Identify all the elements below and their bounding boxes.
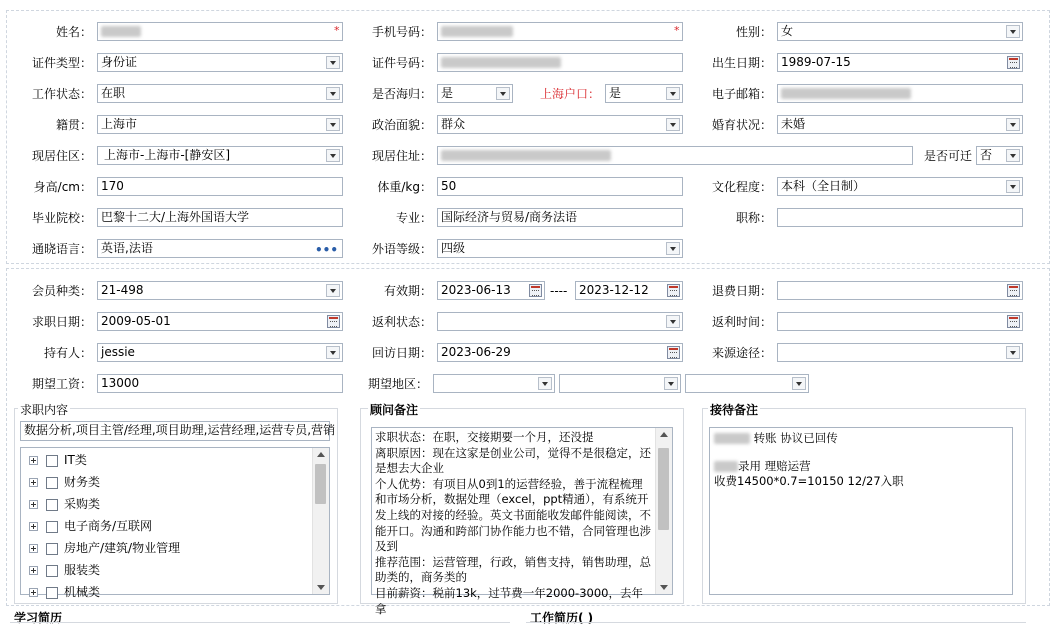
consultant-note-text: 求职状态：在职，交接期要一个月，还没提 离职原因：现在这家是创业公司，觉得不是很稳定，还是想去大企业 个人优势：有项目从0到1的运营经验，善于流程梳理和市场分析，数据处理（excel，ppt精通），有系统开发上线的对接的经验。英文书面能收发邮件能阅读，不能开口。沟通和跨部门协作能力也不错，合同管理也涉及到 推荐范围：运营管理，行政，销售支持，销售助理，总助类的，商务类的 目前薪资：税前13k，过节费一年2000-3000，去年拿 xyxy=(375,430,651,616)
chevron-down-icon[interactable] xyxy=(326,149,340,162)
study-history-title: 学习简历 xyxy=(14,611,63,625)
birth-date-field[interactable] xyxy=(777,53,1023,72)
lang-level-select[interactable] xyxy=(437,239,683,258)
reachable-value: 否 xyxy=(980,148,993,162)
birth-label: 出生日期： xyxy=(711,56,772,70)
visit-date-value: 2023-06-29 xyxy=(441,345,511,359)
school-label: 毕业院校： xyxy=(31,211,92,225)
chevron-down-icon[interactable] xyxy=(326,118,340,131)
job-content-title: 求职内容 xyxy=(20,403,69,417)
residence-addr-field[interactable] xyxy=(437,146,913,165)
tree-item[interactable] xyxy=(21,449,313,471)
job-content-summary-text: 数据分析,项目主管/经理,项目助理,运营经理,运营专员,营销 xyxy=(24,423,336,437)
checkbox[interactable] xyxy=(46,565,58,577)
region-city-select[interactable] xyxy=(559,374,681,393)
expand-icon[interactable] xyxy=(29,478,38,487)
tree-item[interactable] xyxy=(21,471,313,493)
email-label: 电子邮箱： xyxy=(711,87,772,101)
region-province-select[interactable] xyxy=(433,374,555,393)
marital-select[interactable] xyxy=(777,115,1023,134)
native-label: 籍贯： xyxy=(55,118,92,132)
reception-line-2-text: 录用 理赔运营 xyxy=(738,459,811,473)
reachable-select[interactable] xyxy=(976,146,1023,165)
study-history-divider xyxy=(10,622,510,623)
returnee-label: 是否海归： xyxy=(371,87,432,101)
job-date-label: 求职日期： xyxy=(31,315,92,329)
consultant-note-textarea[interactable] xyxy=(371,427,673,616)
member-type-label: 会员种类： xyxy=(31,284,92,298)
reception-line-1-text: 转账 协议已回传 xyxy=(753,431,838,445)
chevron-down-icon[interactable] xyxy=(664,377,678,390)
chevron-down-icon[interactable] xyxy=(538,377,552,390)
birth-value: 1989-07-15 xyxy=(781,55,851,69)
school-value: 巴黎十二大/上海外国语大学 xyxy=(101,210,250,224)
height-value: 170 xyxy=(101,179,124,193)
checkbox[interactable] xyxy=(46,543,58,555)
rebate-time-field[interactable] xyxy=(777,312,1023,331)
marital-label: 婚育状况： xyxy=(711,118,772,132)
lang-label: 通晓语言： xyxy=(31,242,92,256)
tree-item-label: 电子商务/互联网 xyxy=(64,519,153,533)
school-field[interactable] xyxy=(97,208,343,227)
job-date-field[interactable] xyxy=(97,312,343,331)
id-no-label: 证件号码： xyxy=(371,56,432,70)
height-field[interactable] xyxy=(97,177,343,196)
region-label: 期望地区： xyxy=(367,377,428,391)
scrollbar[interactable] xyxy=(312,448,329,594)
tree-item-label: 采购类 xyxy=(64,497,101,511)
politics-value: 群众 xyxy=(441,117,466,131)
scroll-thumb[interactable] xyxy=(315,464,326,504)
rebate-status-label: 返利状态： xyxy=(371,315,432,329)
scrollbar[interactable] xyxy=(655,428,672,594)
expand-icon[interactable] xyxy=(29,522,38,531)
refund-date-field[interactable] xyxy=(777,281,1023,300)
education-select[interactable] xyxy=(777,177,1023,196)
masked-name xyxy=(101,26,141,37)
name-label: 姓名： xyxy=(55,25,92,39)
returnee-value: 是 xyxy=(441,86,454,100)
name-field[interactable] xyxy=(97,22,343,41)
education-label: 文化程度： xyxy=(711,180,772,194)
checkbox[interactable] xyxy=(46,499,58,511)
chevron-down-icon[interactable] xyxy=(496,87,510,100)
consultant-note-title: 顾问备注 xyxy=(370,403,419,417)
visit-date-field[interactable] xyxy=(437,343,683,362)
valid-from-field[interactable] xyxy=(437,281,545,300)
tree-item[interactable] xyxy=(21,537,313,559)
id-no-field[interactable] xyxy=(437,53,683,72)
member-type-select[interactable] xyxy=(97,281,343,300)
calendar-icon[interactable] xyxy=(667,284,680,297)
region-district-select[interactable] xyxy=(685,374,809,393)
lang-level-value: 四级 xyxy=(441,241,466,255)
chevron-down-icon[interactable] xyxy=(1006,346,1020,359)
politics-label: 政治面貌： xyxy=(371,118,432,132)
weight-label: 体重/kg： xyxy=(377,180,432,194)
tree-item-label: 机械类 xyxy=(64,585,101,599)
lang-value: 英语,法语 xyxy=(101,241,153,255)
expand-icon[interactable] xyxy=(29,456,38,465)
work-history-title: 工作简历( ) xyxy=(530,611,594,625)
phone-field[interactable] xyxy=(437,22,683,41)
masked-phone xyxy=(441,26,513,37)
scroll-up-icon[interactable] xyxy=(660,432,668,437)
tree-item-label: 房地产/建筑/物业管理 xyxy=(64,541,181,555)
returnee-select[interactable] xyxy=(437,84,513,103)
gender-value: 女 xyxy=(781,24,794,38)
expand-icon[interactable] xyxy=(29,544,38,553)
residence-addr-label: 现居住址： xyxy=(371,149,432,163)
source-select[interactable] xyxy=(777,343,1023,362)
chevron-down-icon[interactable] xyxy=(666,242,680,255)
calendar-icon[interactable] xyxy=(1007,56,1020,69)
holder-label: 持有人： xyxy=(43,346,92,360)
hukou-label: 上海户口： xyxy=(539,87,600,101)
expand-icon[interactable] xyxy=(29,588,38,597)
date-range-separator: ---- xyxy=(550,284,568,298)
masked-address xyxy=(441,150,611,161)
chevron-down-icon[interactable] xyxy=(1006,180,1020,193)
reception-note-textarea[interactable] xyxy=(709,427,1013,595)
required-mark: * xyxy=(674,24,680,37)
reception-line-3: 收费14500*0.7=10150 12/27入职 xyxy=(714,474,904,488)
tree-list xyxy=(21,449,313,603)
job-date-value: 2009-05-01 xyxy=(101,314,171,328)
salary-value: 13000 xyxy=(101,376,140,390)
reception-line-1 xyxy=(714,431,838,447)
member-type-value: 21-498 xyxy=(101,283,144,297)
calendar-icon[interactable] xyxy=(1007,284,1020,297)
title-label: 职称： xyxy=(735,211,772,225)
calendar-icon[interactable] xyxy=(327,315,340,328)
native-value: 上海市 xyxy=(101,117,138,131)
calendar-icon[interactable] xyxy=(1007,315,1020,328)
visit-date-label: 回访日期： xyxy=(371,346,432,360)
checkbox[interactable] xyxy=(46,587,58,599)
masked-email xyxy=(781,88,911,99)
masked-id xyxy=(441,57,561,68)
residence-area-select[interactable] xyxy=(97,146,343,165)
major-field[interactable] xyxy=(437,208,683,227)
source-label: 来源途径： xyxy=(711,346,772,360)
valid-label: 有效期： xyxy=(383,284,432,298)
height-label: 身高/cm： xyxy=(33,180,92,194)
id-type-value: 身份证 xyxy=(101,55,138,69)
native-select[interactable] xyxy=(97,115,343,134)
rebate-status-select[interactable] xyxy=(437,312,683,331)
checkbox[interactable] xyxy=(46,477,58,489)
checkbox[interactable] xyxy=(46,455,58,467)
valid-from-value: 2023-06-13 xyxy=(441,283,511,297)
id-type-label: 证件类型： xyxy=(31,56,92,70)
tree-item[interactable] xyxy=(21,581,313,603)
checkbox[interactable] xyxy=(46,521,58,533)
chevron-down-icon[interactable] xyxy=(666,118,680,131)
email-field[interactable] xyxy=(777,84,1023,103)
more-options-icon[interactable]: ••• xyxy=(314,243,338,257)
lang-level-label: 外语等级： xyxy=(371,242,432,256)
scroll-down-icon[interactable] xyxy=(660,585,668,590)
salary-label: 期望工资： xyxy=(31,377,92,391)
rebate-time-label: 返利时间： xyxy=(711,315,772,329)
job-content-summary[interactable] xyxy=(20,421,336,441)
job-category-tree[interactable] xyxy=(20,447,330,599)
holder-select[interactable] xyxy=(97,343,343,362)
politics-select[interactable] xyxy=(437,115,683,134)
refund-date-label: 退费日期： xyxy=(711,284,772,298)
reachable-label: 是否可迁 xyxy=(923,149,972,163)
chevron-down-icon[interactable] xyxy=(1006,118,1020,131)
chevron-down-icon[interactable] xyxy=(326,56,340,69)
tree-item[interactable] xyxy=(21,515,313,537)
tree-item[interactable] xyxy=(21,493,313,515)
education-value: 本科（全日制） xyxy=(781,179,866,193)
major-label: 专业： xyxy=(395,211,432,225)
residence-area-label: 现居住区： xyxy=(31,149,92,163)
major-value: 国际经济与贸易/商务法语 xyxy=(441,210,578,224)
valid-to-value: 2023-12-12 xyxy=(579,283,649,297)
work-history-divider xyxy=(526,622,1026,623)
phone-label: 手机号码： xyxy=(371,25,432,39)
reception-line-2 xyxy=(714,459,811,475)
chevron-down-icon[interactable] xyxy=(326,346,340,359)
required-mark: * xyxy=(334,24,340,37)
expand-icon[interactable] xyxy=(29,500,38,509)
work-status-label: 工作状态： xyxy=(31,87,92,101)
scroll-up-icon[interactable] xyxy=(317,452,325,457)
scroll-thumb[interactable] xyxy=(658,448,669,530)
valid-to-field[interactable] xyxy=(575,281,683,300)
chevron-down-icon[interactable] xyxy=(326,87,340,100)
expand-icon[interactable] xyxy=(29,566,38,575)
weight-value: 50 xyxy=(441,179,457,193)
calendar-icon[interactable] xyxy=(667,346,680,359)
chevron-down-icon[interactable] xyxy=(666,315,680,328)
scroll-down-icon[interactable] xyxy=(317,585,325,590)
chevron-down-icon[interactable] xyxy=(792,377,806,390)
hukou-value: 是 xyxy=(609,86,622,100)
holder-value: jessie xyxy=(101,345,135,359)
gender-select[interactable] xyxy=(777,22,1023,41)
chevron-down-icon[interactable] xyxy=(1006,25,1020,38)
tree-item[interactable] xyxy=(21,559,313,581)
chevron-down-icon[interactable] xyxy=(1006,149,1020,162)
id-type-select[interactable] xyxy=(97,53,343,72)
masked-name xyxy=(714,461,738,472)
tree-item-label: 服装类 xyxy=(64,563,101,577)
work-status-select[interactable] xyxy=(97,84,343,103)
gender-label: 性别： xyxy=(735,25,772,39)
marital-value: 未婚 xyxy=(781,117,806,131)
reception-note-title: 接待备注 xyxy=(710,403,759,417)
residence-area-value: 上海市-上海市-[静安区] xyxy=(104,148,231,162)
weight-field[interactable] xyxy=(437,177,683,196)
hukou-select[interactable] xyxy=(605,84,683,103)
chevron-down-icon[interactable] xyxy=(666,87,680,100)
title-field[interactable] xyxy=(777,208,1023,227)
tree-item-label: IT类 xyxy=(64,453,87,467)
tree-item-label: 财务类 xyxy=(64,475,101,489)
calendar-icon[interactable] xyxy=(529,284,542,297)
masked-name xyxy=(714,433,750,444)
work-status-value: 在职 xyxy=(101,86,126,100)
salary-field[interactable] xyxy=(97,374,343,393)
lang-field[interactable] xyxy=(97,239,343,258)
chevron-down-icon[interactable] xyxy=(326,284,340,297)
